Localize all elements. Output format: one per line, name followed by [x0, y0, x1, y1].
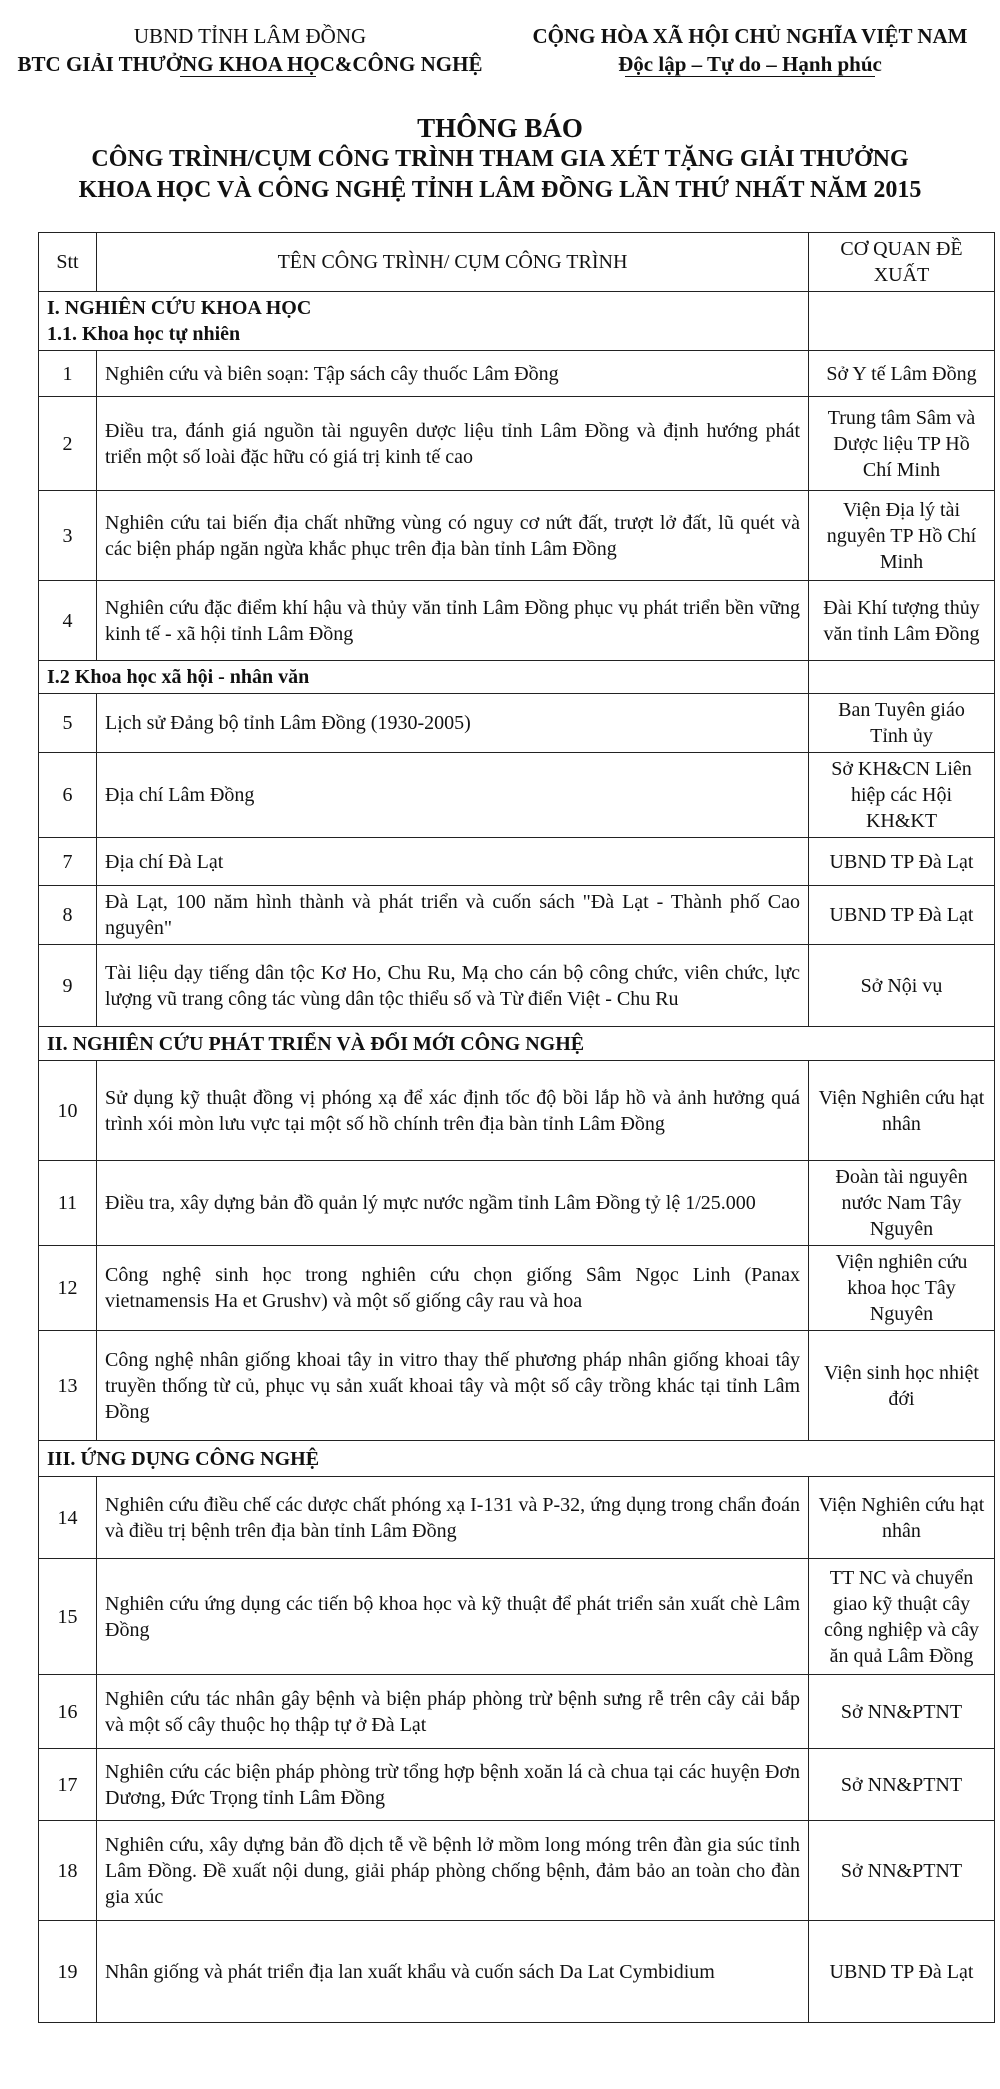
proposing-agency: Sở KH&CN Liên hiệp các Hội KH&KT: [809, 753, 995, 838]
motto-underline: [625, 76, 875, 77]
table-row: [39, 1061, 995, 1161]
section-row: [39, 1027, 995, 1061]
proposing-agency: Đoàn tài nguyên nước Nam Tây Nguyên: [809, 1161, 995, 1246]
proposing-agency: Viện sinh học nhiệt đới: [809, 1331, 995, 1441]
table-row: [39, 1161, 995, 1246]
work-name: Nghiên cứu và biên soạn: Tập sách cây thuốc Lâm Đồng: [97, 351, 809, 397]
subsection-title: I.2 Khoa học xã hội - nhân văn: [39, 661, 809, 694]
work-name: Nghiên cứu các biện pháp phòng trừ tổng hợp bệnh xoăn lá cà chua tại các huyện Đơn Dương, Đức Trọng tỉnh Lâm Đồng: [97, 1749, 809, 1821]
proposing-agency: UBND TP Đà Lạt: [809, 886, 995, 945]
work-name: Nghiên cứu đặc điểm khí hậu và thủy văn tỉnh Lâm Đồng phục vụ phát triển bền vững kinh tế - xã hội tỉnh Lâm Đồng: [97, 581, 809, 661]
notice-title-block: [0, 112, 1000, 206]
table-row: [39, 1331, 995, 1441]
proposing-agency: Sở Nội vụ: [809, 945, 995, 1027]
national-motto: Độc lập – Tự do – Hạnh phúc: [618, 52, 882, 76]
proposing-agency: Viện Nghiên cứu hạt nhân: [809, 1061, 995, 1161]
row-number: 1: [39, 351, 97, 397]
row-number: 10: [39, 1061, 97, 1161]
work-name: Lịch sử Đảng bộ tỉnh Lâm Đồng (1930-2005): [97, 694, 809, 753]
proposing-agency: Đài Khí tượng thủy văn tỉnh Lâm Đồng: [809, 581, 995, 661]
table-row: [39, 1821, 995, 1921]
section-title: I. NGHIÊN CỨU KHOA HỌC: [47, 297, 312, 319]
committee-name: BTC GIẢI THƯỞNG KHOA HỌC&CÔNG NGHỆ: [17, 52, 483, 76]
agency-underline: [180, 76, 316, 77]
header-stt: Stt: [39, 233, 97, 292]
table-row: [39, 581, 995, 661]
table-row: [39, 1675, 995, 1749]
national-header: [500, 22, 1000, 78]
empty-cell: [809, 292, 995, 351]
section-row: [39, 1441, 995, 1477]
table-row: [39, 1749, 995, 1821]
subsection-title: 1.1. Khoa học tự nhiên: [47, 323, 241, 345]
work-name: Đà Lạt, 100 năm hình thành và phát triển và cuốn sách "Đà Lạt - Thành phố Cao nguyên": [97, 886, 809, 945]
header-proposing-agency: CƠ QUAN ĐỀ XUẤT: [809, 233, 995, 292]
row-number: 4: [39, 581, 97, 661]
proposing-agency: Trung tâm Sâm và Dược liệu TP Hồ Chí Minh: [809, 397, 995, 491]
work-name: Tài liệu dạy tiếng dân tộc Kơ Ho, Chu Ru, Mạ cho cán bộ công chức, viên chức, lực lượng vũ trang công tác vùng dân tộc thiểu số và Từ điển Việt - Chu Ru: [97, 945, 809, 1027]
row-number: 6: [39, 753, 97, 838]
work-name: Điều tra, đánh giá nguồn tài nguyên dược liệu tỉnh Lâm Đồng và định hướng phát triển một số loài đặc hữu có giá trị kinh tế cao: [97, 397, 809, 491]
section-row: [39, 292, 995, 351]
work-name: Nhân giống và phát triển địa lan xuất khẩu và cuốn sách Da Lat Cymbidium: [97, 1921, 809, 2023]
works-table: [38, 232, 995, 2023]
proposing-agency: Sở NN&PTNT: [809, 1821, 995, 1921]
row-number: 8: [39, 886, 97, 945]
table-row: [39, 694, 995, 753]
proposing-agency: Viện nghiên cứu khoa học Tây Nguyên: [809, 1246, 995, 1331]
proposing-agency: Sở NN&PTNT: [809, 1675, 995, 1749]
row-number: 2: [39, 397, 97, 491]
agency-header: [0, 22, 500, 78]
national-title: CỘNG HÒA XÃ HỘI CHỦ NGHĨA VIỆT NAM: [532, 24, 968, 48]
table-row: [39, 397, 995, 491]
table-row: [39, 1559, 995, 1675]
table-row: [39, 351, 995, 397]
row-number: 12: [39, 1246, 97, 1331]
table-row: [39, 838, 995, 886]
notice-subtitle-line1: CÔNG TRÌNH/CỤM CÔNG TRÌNH THAM GIA XÉT TẶNG GIẢI THƯỞNG: [91, 146, 909, 172]
table-header-row: [39, 233, 995, 292]
row-number: 11: [39, 1161, 97, 1246]
proposing-agency: Viện Nghiên cứu hạt nhân: [809, 1477, 995, 1559]
proposing-agency: UBND TP Đà Lạt: [809, 1921, 995, 2023]
work-name: Công nghệ sinh học trong nghiên cứu chọn giống Sâm Ngọc Linh (Panax vietnamensis Ha et Grushv) và một số giống cây rau và hoa: [97, 1246, 809, 1331]
table-row: [39, 1921, 995, 2023]
work-name: Nghiên cứu điều chế các dược chất phóng xạ I-131 và P-32, ứng dụng trong chẩn đoán và điều trị bệnh trên địa bàn tỉnh Lâm Đồng: [97, 1477, 809, 1559]
proposing-agency: UBND TP Đà Lạt: [809, 838, 995, 886]
row-number: 18: [39, 1821, 97, 1921]
table-row: [39, 886, 995, 945]
section-row: [39, 661, 995, 694]
agency-name: UBND TỈNH LÂM ĐỒNG: [133, 24, 367, 48]
row-number: 3: [39, 491, 97, 581]
proposing-agency: Viện Địa lý tài nguyên TP Hồ Chí Minh: [809, 491, 995, 581]
notice-subtitle-line2: KHOA HỌC VÀ CÔNG NGHỆ TỈNH LÂM ĐỒNG LẦN THỨ NHẤT NĂM 2015: [78, 177, 922, 203]
header-work-name: TÊN CÔNG TRÌNH/ CỤM CÔNG TRÌNH: [97, 233, 809, 292]
work-name: Nghiên cứu, xây dựng bản đồ dịch tễ về bệnh lở mồm long móng trên đàn gia súc tỉnh Lâm Đồng. Đề xuất nội dung, giải pháp phòng chống bệnh, đảm bảo an toàn cho đàn gia xúc: [97, 1821, 809, 1921]
proposing-agency: Sở Y tế Lâm Đồng: [809, 351, 995, 397]
notice-title: THÔNG BÁO: [417, 113, 583, 143]
row-number: 17: [39, 1749, 97, 1821]
table-row: [39, 491, 995, 581]
work-name: Điều tra, xây dựng bản đồ quản lý mực nước ngầm tỉnh Lâm Đồng tỷ lệ 1/25.000: [97, 1161, 809, 1246]
row-number: 7: [39, 838, 97, 886]
table-row: [39, 753, 995, 838]
table-row: [39, 1246, 995, 1331]
row-number: 5: [39, 694, 97, 753]
work-name: Nghiên cứu ứng dụng các tiến bộ khoa học và kỹ thuật để phát triển sản xuất chè Lâm Đồng: [97, 1559, 809, 1675]
row-number: 9: [39, 945, 97, 1027]
work-name: Địa chí Lâm Đồng: [97, 753, 809, 838]
proposing-agency: Ban Tuyên giáo Tỉnh ủy: [809, 694, 995, 753]
section-title: III. ỨNG DỤNG CÔNG NGHỆ: [39, 1441, 995, 1477]
row-number: 14: [39, 1477, 97, 1559]
work-name: Nghiên cứu tác nhân gây bệnh và biện pháp phòng trừ bệnh sưng rễ trên cây cải bắp và một số cây thuộc họ thập tự ở Đà Lạt: [97, 1675, 809, 1749]
row-number: 15: [39, 1559, 97, 1675]
row-number: 13: [39, 1331, 97, 1441]
work-name: Địa chí Đà Lạt: [97, 838, 809, 886]
table-row: [39, 945, 995, 1027]
work-name: Công nghệ nhân giống khoai tây in vitro thay thế phương pháp nhân giống khoai tây truyền thống từ củ, phục vụ sản xuất khoai tây và một số cây trồng khác tại tỉnh Lâm Đồng: [97, 1331, 809, 1441]
section-cell: [39, 292, 809, 351]
proposing-agency: TT NC và chuyển giao kỹ thuật cây công nghiệp và cây ăn quả Lâm Đồng: [809, 1559, 995, 1675]
row-number: 19: [39, 1921, 97, 2023]
row-number: 16: [39, 1675, 97, 1749]
proposing-agency: Sở NN&PTNT: [809, 1749, 995, 1821]
work-name: Sử dụng kỹ thuật đồng vị phóng xạ để xác định tốc độ bồi lắp hồ và ảnh hưởng quá trình xói mòn lưu vực tại một số hồ chính trên địa bàn tỉnh Lâm Đồng: [97, 1061, 809, 1161]
table-row: [39, 1477, 995, 1559]
empty-cell: [809, 661, 995, 694]
section-title: II. NGHIÊN CỨU PHÁT TRIỂN VÀ ĐỔI MỚI CÔNG NGHỆ: [39, 1027, 995, 1061]
work-name: Nghiên cứu tai biến địa chất những vùng có nguy cơ nứt đất, trượt lở đất, lũ quét và các biện pháp ngăn ngừa khắc phục trên địa bàn tỉnh Lâm Đồng: [97, 491, 809, 581]
